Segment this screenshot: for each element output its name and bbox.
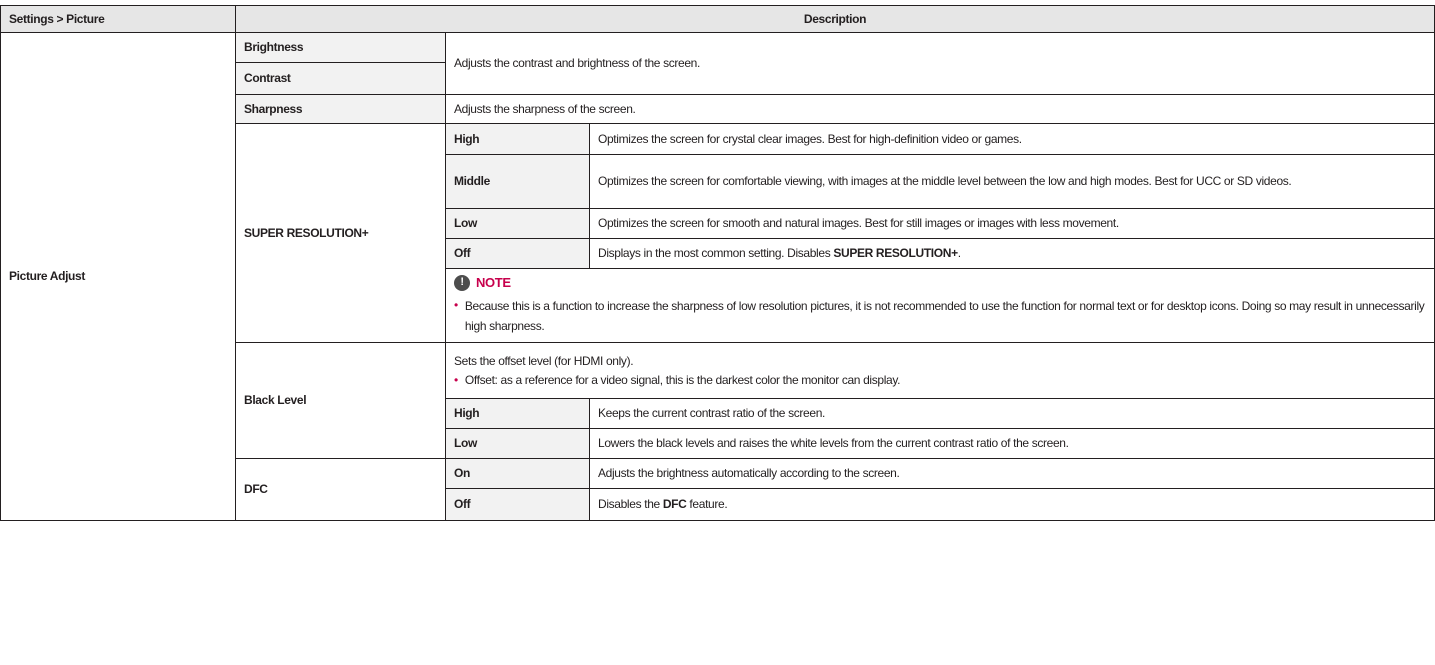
black-level-desc-cell bbox=[446, 343, 1435, 399]
note-box bbox=[446, 269, 1435, 343]
note-heading bbox=[454, 273, 1426, 292]
option-desc-bl-high: Keeps the current contrast ratio of the screen. bbox=[590, 399, 1435, 429]
option-desc-dfc-off bbox=[590, 489, 1435, 521]
sr-off-desc-bold: SUPER RESOLUTION+ bbox=[833, 246, 958, 260]
sr-off-desc-suffix: . bbox=[957, 246, 961, 260]
black-level-desc: Sets the offset level (for HDMI only). bbox=[454, 353, 634, 368]
table-header-row bbox=[1, 6, 1435, 33]
option-label-sr-off: Off bbox=[446, 239, 590, 269]
row-label-contrast: Contrast bbox=[236, 63, 446, 95]
dfc-off-desc-bold: DFC bbox=[662, 497, 687, 511]
black-level-bullet-text: Offset: as a reference for a video signal, this is the darkest color the monitor can display. bbox=[464, 372, 901, 387]
bullet-dot-icon: • bbox=[454, 298, 458, 312]
black-level-bullet-item bbox=[454, 371, 1426, 390]
option-label-dfc-off: Off bbox=[446, 489, 590, 521]
option-desc-sr-middle: Optimizes the screen for comfortable viewing, with images at the middle level between the low and high modes. Best for UCC or SD videos. bbox=[590, 155, 1435, 209]
option-label-sr-low: Low bbox=[446, 209, 590, 239]
row-label-brightness: Brightness bbox=[236, 33, 446, 63]
option-desc-dfc-on: Adjusts the brightness automatically according to the screen. bbox=[590, 459, 1435, 489]
note-bullet-item bbox=[454, 296, 1426, 336]
sr-off-desc-text: Displays in the most common setting. Disables bbox=[598, 246, 834, 260]
row-label-dfc: DFC bbox=[236, 459, 446, 521]
row-label-sharpness: Sharpness bbox=[236, 95, 446, 124]
header-description: Description bbox=[236, 6, 1435, 33]
option-desc-sr-low: Optimizes the screen for smooth and natural images. Best for still images or images with less movement. bbox=[590, 209, 1435, 239]
option-label-bl-high: High bbox=[446, 399, 590, 429]
option-desc-sr-high: Optimizes the screen for crystal clear images. Best for high-definition video or games. bbox=[590, 124, 1435, 155]
desc-brightness-contrast: Adjusts the contrast and brightness of the screen. bbox=[446, 33, 1435, 95]
note-title-text: NOTE bbox=[476, 275, 511, 290]
note-bullet-text: Because this is a function to increase the sharpness of low resolution pictures, it is not recommended to use the function for normal text or for desktop icons. Doing so may result in unnecessarily high sharpness. bbox=[464, 299, 1425, 333]
option-label-dfc-on: On bbox=[446, 459, 590, 489]
option-label-bl-low: Low bbox=[446, 429, 590, 459]
picture-settings-table bbox=[0, 5, 1435, 521]
row-label-super-resolution: SUPER RESOLUTION+ bbox=[236, 124, 446, 343]
option-desc-sr-off bbox=[590, 239, 1435, 269]
option-label-sr-high: High bbox=[446, 124, 590, 155]
bullet-dot-icon: • bbox=[454, 372, 458, 387]
dfc-off-desc-text: Disables the bbox=[598, 497, 663, 511]
row-label-black-level: Black Level bbox=[236, 343, 446, 459]
option-label-sr-middle: Middle bbox=[446, 155, 590, 209]
exclamation-circle-icon: ! bbox=[454, 275, 470, 291]
table-row-brightness bbox=[1, 33, 1435, 63]
dfc-off-desc-suffix: feature. bbox=[686, 497, 728, 511]
section-picture-adjust: Picture Adjust bbox=[1, 33, 236, 521]
desc-sharpness: Adjusts the sharpness of the screen. bbox=[446, 95, 1435, 124]
option-desc-bl-low: Lowers the black levels and raises the white levels from the current contrast ratio of the screen. bbox=[590, 429, 1435, 459]
header-settings-picture: Settings > Picture bbox=[1, 6, 236, 33]
